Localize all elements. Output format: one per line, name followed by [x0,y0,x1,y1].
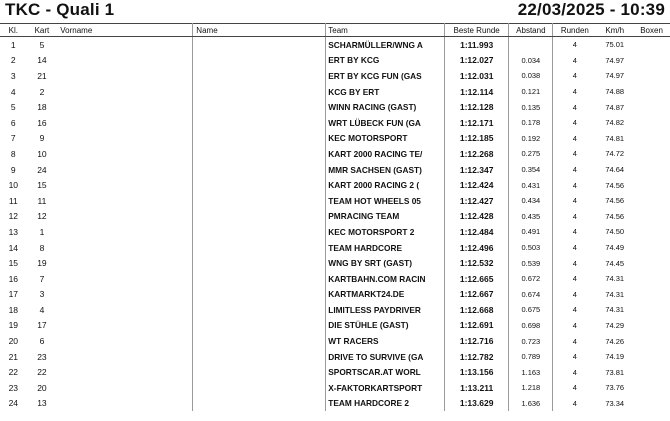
cell-pits [633,209,670,225]
cell-position: 24 [8,398,19,409]
col-header-kart: Kart [27,24,58,37]
cell-vorname [57,99,193,115]
results-table-body [0,37,670,412]
cell-kart: 7 [39,273,45,284]
cell-kmh: 74.82 [605,118,625,128]
cell-gap: 1.218 [509,380,553,396]
table-row [0,209,670,225]
cell-laps: 4 [572,243,577,253]
cell-gap: 0.178 [509,115,553,131]
cell-team: SPORTSCAR.AT WORL [326,364,445,380]
cell-name [193,53,326,69]
cell-best-lap: 1:12.496 [444,240,508,256]
cell-vorname [57,131,193,147]
cell-kmh: 74.72 [605,149,625,159]
cell-name [193,115,326,131]
cell-laps: 4 [572,320,577,330]
cell-position: 17 [8,289,19,300]
cell-laps: 4 [572,165,577,175]
cell-name [193,68,326,84]
cell-best-lap: 1:12.114 [444,84,508,100]
cell-gap: 0.674 [509,287,553,303]
cell-kmh: 74.31 [605,289,625,299]
table-row [0,193,670,209]
cell-gap: 0.434 [509,193,553,209]
session-title: TKC - Quali 1 [5,0,115,19]
cell-team: KARTBAHN.COM RACIN [326,271,445,287]
cell-position: 19 [8,320,19,331]
col-header-best-lap: Beste Runde [444,24,508,37]
cell-gap: 0.435 [509,209,553,225]
col-header-laps: Runden [553,24,596,37]
cell-best-lap: 1:12.716 [444,333,508,349]
cell-kmh: 74.31 [605,305,625,315]
cell-kart: 2 [39,86,45,97]
cell-vorname [57,162,193,178]
cell-gap: 0.672 [509,271,553,287]
cell-best-lap: 1:12.185 [444,131,508,147]
cell-position: 14 [8,242,19,253]
cell-best-lap: 1:13.211 [444,380,508,396]
cell-pits [633,364,670,380]
cell-position: 16 [8,273,19,284]
cell-team: TEAM HARDCORE [326,240,445,256]
cell-name [193,396,326,412]
cell-kart: 22 [37,367,47,378]
table-row [0,84,670,100]
col-header-kmh: Km/h [596,24,633,37]
cell-gap: 0.135 [509,99,553,115]
cell-name [193,240,326,256]
cell-kart: 20 [37,382,47,393]
cell-pits [633,193,670,209]
cell-laps: 4 [572,274,577,284]
cell-laps: 4 [572,40,577,50]
cell-team: KCG BY ERT [326,84,445,100]
cell-vorname [57,37,193,53]
cell-team: KEC MOTORSPORT 2 [326,224,445,240]
cell-kmh: 74.56 [605,211,625,221]
cell-gap: 1.636 [509,396,553,412]
table-row [0,53,670,69]
cell-vorname [57,146,193,162]
cell-best-lap: 1:12.667 [444,287,508,303]
cell-position: 20 [8,336,19,347]
cell-laps: 4 [572,367,577,377]
cell-gap: 0.698 [509,318,553,334]
cell-kmh: 73.81 [605,367,625,377]
cell-laps: 4 [572,87,577,97]
cell-name [193,302,326,318]
cell-laps: 4 [572,102,577,112]
cell-team: WNG BY SRT (GAST) [326,255,445,271]
cell-team: X-FAKTORKARTSPORT [326,380,445,396]
cell-kart: 15 [37,180,47,191]
cell-best-lap: 1:12.428 [444,209,508,225]
cell-gap [509,37,553,53]
cell-kmh: 74.50 [605,227,625,237]
session-datetime: 22/03/2025 - 10:39 [517,0,665,19]
cell-vorname [57,53,193,69]
cell-laps: 4 [572,133,577,143]
cell-vorname [57,364,193,380]
cell-laps: 4 [572,289,577,299]
cell-name [193,318,326,334]
cell-team: KARTMARKT24.DE [326,287,445,303]
cell-best-lap: 1:12.268 [444,146,508,162]
cell-position: 11 [8,195,18,206]
cell-laps: 4 [572,258,577,268]
cell-best-lap: 1:12.424 [444,177,508,193]
cell-kart: 16 [37,117,47,128]
cell-kmh: 74.88 [605,87,625,97]
cell-position: 15 [8,258,19,269]
cell-pits [633,224,670,240]
cell-gap: 0.723 [509,333,553,349]
cell-kmh: 74.45 [605,258,625,268]
cell-position: 9 [10,164,16,175]
cell-team: ERT BY KCG [326,53,445,69]
cell-team: PMRACING TEAM [326,209,445,225]
table-row [0,177,670,193]
cell-team: SCHARMÜLLER/WNG A [326,37,445,53]
table-row [0,68,670,84]
table-row [0,224,670,240]
cell-vorname [57,68,193,84]
cell-vorname [57,302,193,318]
cell-team: KART 2000 RACING TE/ [326,146,445,162]
cell-position: 12 [8,211,19,222]
results-table-head [0,24,670,37]
table-row [0,349,670,365]
cell-name [193,84,326,100]
cell-gap: 0.354 [509,162,553,178]
cell-kmh: 74.26 [605,336,625,346]
cell-best-lap: 1:12.532 [444,255,508,271]
cell-kart: 8 [39,242,45,253]
cell-team: KEC MOTORSPORT [326,131,445,147]
cell-laps: 4 [572,180,577,190]
cell-best-lap: 1:11.993 [444,37,508,53]
cell-name [193,177,326,193]
cell-vorname [57,209,193,225]
cell-pits [633,302,670,318]
cell-kmh: 73.76 [605,383,625,393]
cell-name [193,162,326,178]
cell-kart: 24 [37,164,47,175]
table-row [0,271,670,287]
cell-position: 5 [10,102,16,113]
cell-gap: 0.034 [509,53,553,69]
table-row [0,99,670,115]
table-row [0,240,670,256]
cell-position: 21 [8,351,19,362]
cell-vorname [57,193,193,209]
table-row [0,287,670,303]
table-row [0,115,670,131]
cell-vorname [57,333,193,349]
cell-pits [633,271,670,287]
table-row [0,396,670,412]
results-table [0,23,670,411]
table-row [0,37,670,53]
cell-kmh: 74.97 [605,71,625,81]
cell-team: DIE STÜHLE (GAST) [326,318,445,334]
cell-vorname [57,349,193,365]
col-header-team: Team [326,24,445,37]
cell-kart: 11 [37,195,47,206]
cell-laps: 4 [572,336,577,346]
cell-pits [633,115,670,131]
col-header-name: Name [193,24,326,37]
cell-laps: 4 [572,71,577,81]
cell-kart: 12 [37,211,47,222]
cell-kmh: 74.64 [605,165,625,175]
cell-position: 6 [10,117,16,128]
cell-name [193,146,326,162]
cell-name [193,255,326,271]
cell-kmh: 74.81 [605,133,625,143]
table-row [0,380,670,396]
cell-best-lap: 1:12.484 [444,224,508,240]
cell-position: 18 [8,304,19,315]
cell-gap: 0.491 [509,224,553,240]
cell-gap: 0.503 [509,240,553,256]
cell-laps: 4 [572,118,577,128]
cell-team: ERT BY KCG FUN (GAS [326,68,445,84]
cell-name [193,349,326,365]
cell-gap: 0.675 [509,302,553,318]
cell-gap: 0.789 [509,349,553,365]
cell-pits [633,380,670,396]
cell-pits [633,349,670,365]
cell-kmh: 74.56 [605,196,625,206]
cell-kmh: 74.19 [605,352,625,362]
cell-position: 1 [10,39,16,50]
cell-kart: 19 [37,258,47,269]
cell-best-lap: 1:12.691 [444,318,508,334]
cell-position: 2 [10,55,16,66]
cell-kart: 14 [37,55,47,66]
col-header-gap: Abstand [509,24,553,37]
cell-kart: 5 [39,39,45,50]
cell-laps: 4 [572,196,577,206]
cell-team: MMR SACHSEN (GAST) [326,162,445,178]
cell-team: TEAM HARDCORE 2 [326,396,445,412]
cell-pits [633,37,670,53]
cell-kart: 18 [37,102,47,113]
cell-vorname [57,240,193,256]
cell-kart: 23 [37,351,47,362]
cell-laps: 4 [572,55,577,65]
cell-pits [633,318,670,334]
cell-position: 3 [10,70,16,81]
cell-gap: 0.275 [509,146,553,162]
cell-best-lap: 1:12.128 [444,99,508,115]
cell-kart: 13 [37,398,47,409]
cell-name [193,37,326,53]
cell-name [193,364,326,380]
cell-pits [633,53,670,69]
header-row [0,24,670,37]
cell-gap: 0.038 [509,68,553,84]
cell-position: 4 [10,86,16,97]
cell-gap: 0.539 [509,255,553,271]
cell-name [193,380,326,396]
cell-name [193,271,326,287]
cell-kmh: 74.29 [605,320,625,330]
cell-kart: 9 [39,133,45,144]
cell-kmh: 74.97 [605,55,625,65]
cell-name [193,287,326,303]
cell-laps: 4 [572,305,577,315]
cell-best-lap: 1:13.156 [444,364,508,380]
cell-name [193,209,326,225]
cell-gap: 0.121 [509,84,553,100]
cell-kmh: 74.31 [605,274,625,284]
cell-pits [633,255,670,271]
cell-kart: 10 [37,148,47,159]
cell-vorname [57,115,193,131]
cell-pits [633,162,670,178]
cell-pits [633,287,670,303]
cell-name [193,224,326,240]
col-header-kl: Kl. [0,24,27,37]
cell-kmh: 74.49 [605,243,625,253]
cell-vorname [57,177,193,193]
cell-team: KART 2000 RACING 2 ( [326,177,445,193]
cell-pits [633,177,670,193]
cell-position: 23 [8,382,19,393]
table-row [0,146,670,162]
cell-pits [633,131,670,147]
cell-kart: 1 [39,226,45,237]
cell-vorname [57,396,193,412]
cell-best-lap: 1:12.668 [444,302,508,318]
cell-kart: 4 [39,304,45,315]
cell-pits [633,146,670,162]
cell-position: 7 [10,133,16,144]
cell-gap: 0.431 [509,177,553,193]
cell-name [193,99,326,115]
cell-laps: 4 [572,149,577,159]
table-row [0,302,670,318]
col-header-vorname: Vorname [57,24,193,37]
cell-team: LIMITLESS PAYDRIVER [326,302,445,318]
cell-kart: 6 [39,336,45,347]
cell-pits [633,99,670,115]
cell-pits [633,396,670,412]
cell-pits [633,333,670,349]
cell-kart: 21 [37,70,47,81]
cell-team: WRT LÜBECK FUN (GA [326,115,445,131]
cell-vorname [57,255,193,271]
table-row [0,255,670,271]
cell-laps: 4 [572,211,577,221]
cell-best-lap: 1:12.665 [444,271,508,287]
cell-team: DRIVE TO SURVIVE (GA [326,349,445,365]
cell-best-lap: 1:12.031 [444,68,508,84]
cell-gap: 1.163 [509,364,553,380]
cell-kart: 3 [39,289,45,300]
cell-laps: 4 [572,352,577,362]
cell-kmh: 75.01 [605,40,625,50]
cell-laps: 4 [572,398,577,408]
table-row [0,364,670,380]
cell-best-lap: 1:12.782 [444,349,508,365]
cell-kmh: 73.34 [605,398,625,408]
cell-pits [633,240,670,256]
cell-best-lap: 1:12.347 [444,162,508,178]
cell-pits [633,68,670,84]
cell-position: 13 [8,226,19,237]
cell-kart: 17 [37,320,47,331]
cell-best-lap: 1:13.629 [444,396,508,412]
cell-name [193,333,326,349]
cell-team: TEAM HOT WHEELS 05 [326,193,445,209]
cell-vorname [57,224,193,240]
cell-laps: 4 [572,227,577,237]
cell-team: WT RACERS [326,333,445,349]
cell-vorname [57,287,193,303]
cell-best-lap: 1:12.427 [444,193,508,209]
cell-best-lap: 1:12.171 [444,115,508,131]
cell-position: 8 [10,148,16,159]
cell-kmh: 74.87 [605,102,625,112]
cell-name [193,193,326,209]
cell-vorname [57,380,193,396]
report-header [0,0,670,22]
cell-gap: 0.192 [509,131,553,147]
cell-laps: 4 [572,383,577,393]
cell-pits [633,84,670,100]
cell-kmh: 74.56 [605,180,625,190]
cell-name [193,131,326,147]
cell-vorname [57,318,193,334]
table-row [0,333,670,349]
cell-team: WINN RACING (GAST) [326,99,445,115]
cell-position: 22 [8,367,19,378]
cell-best-lap: 1:12.027 [444,53,508,69]
col-header-pits: Boxen [633,24,670,37]
cell-vorname [57,84,193,100]
cell-position: 10 [8,180,19,191]
table-row [0,131,670,147]
table-row [0,162,670,178]
table-row [0,318,670,334]
cell-vorname [57,271,193,287]
